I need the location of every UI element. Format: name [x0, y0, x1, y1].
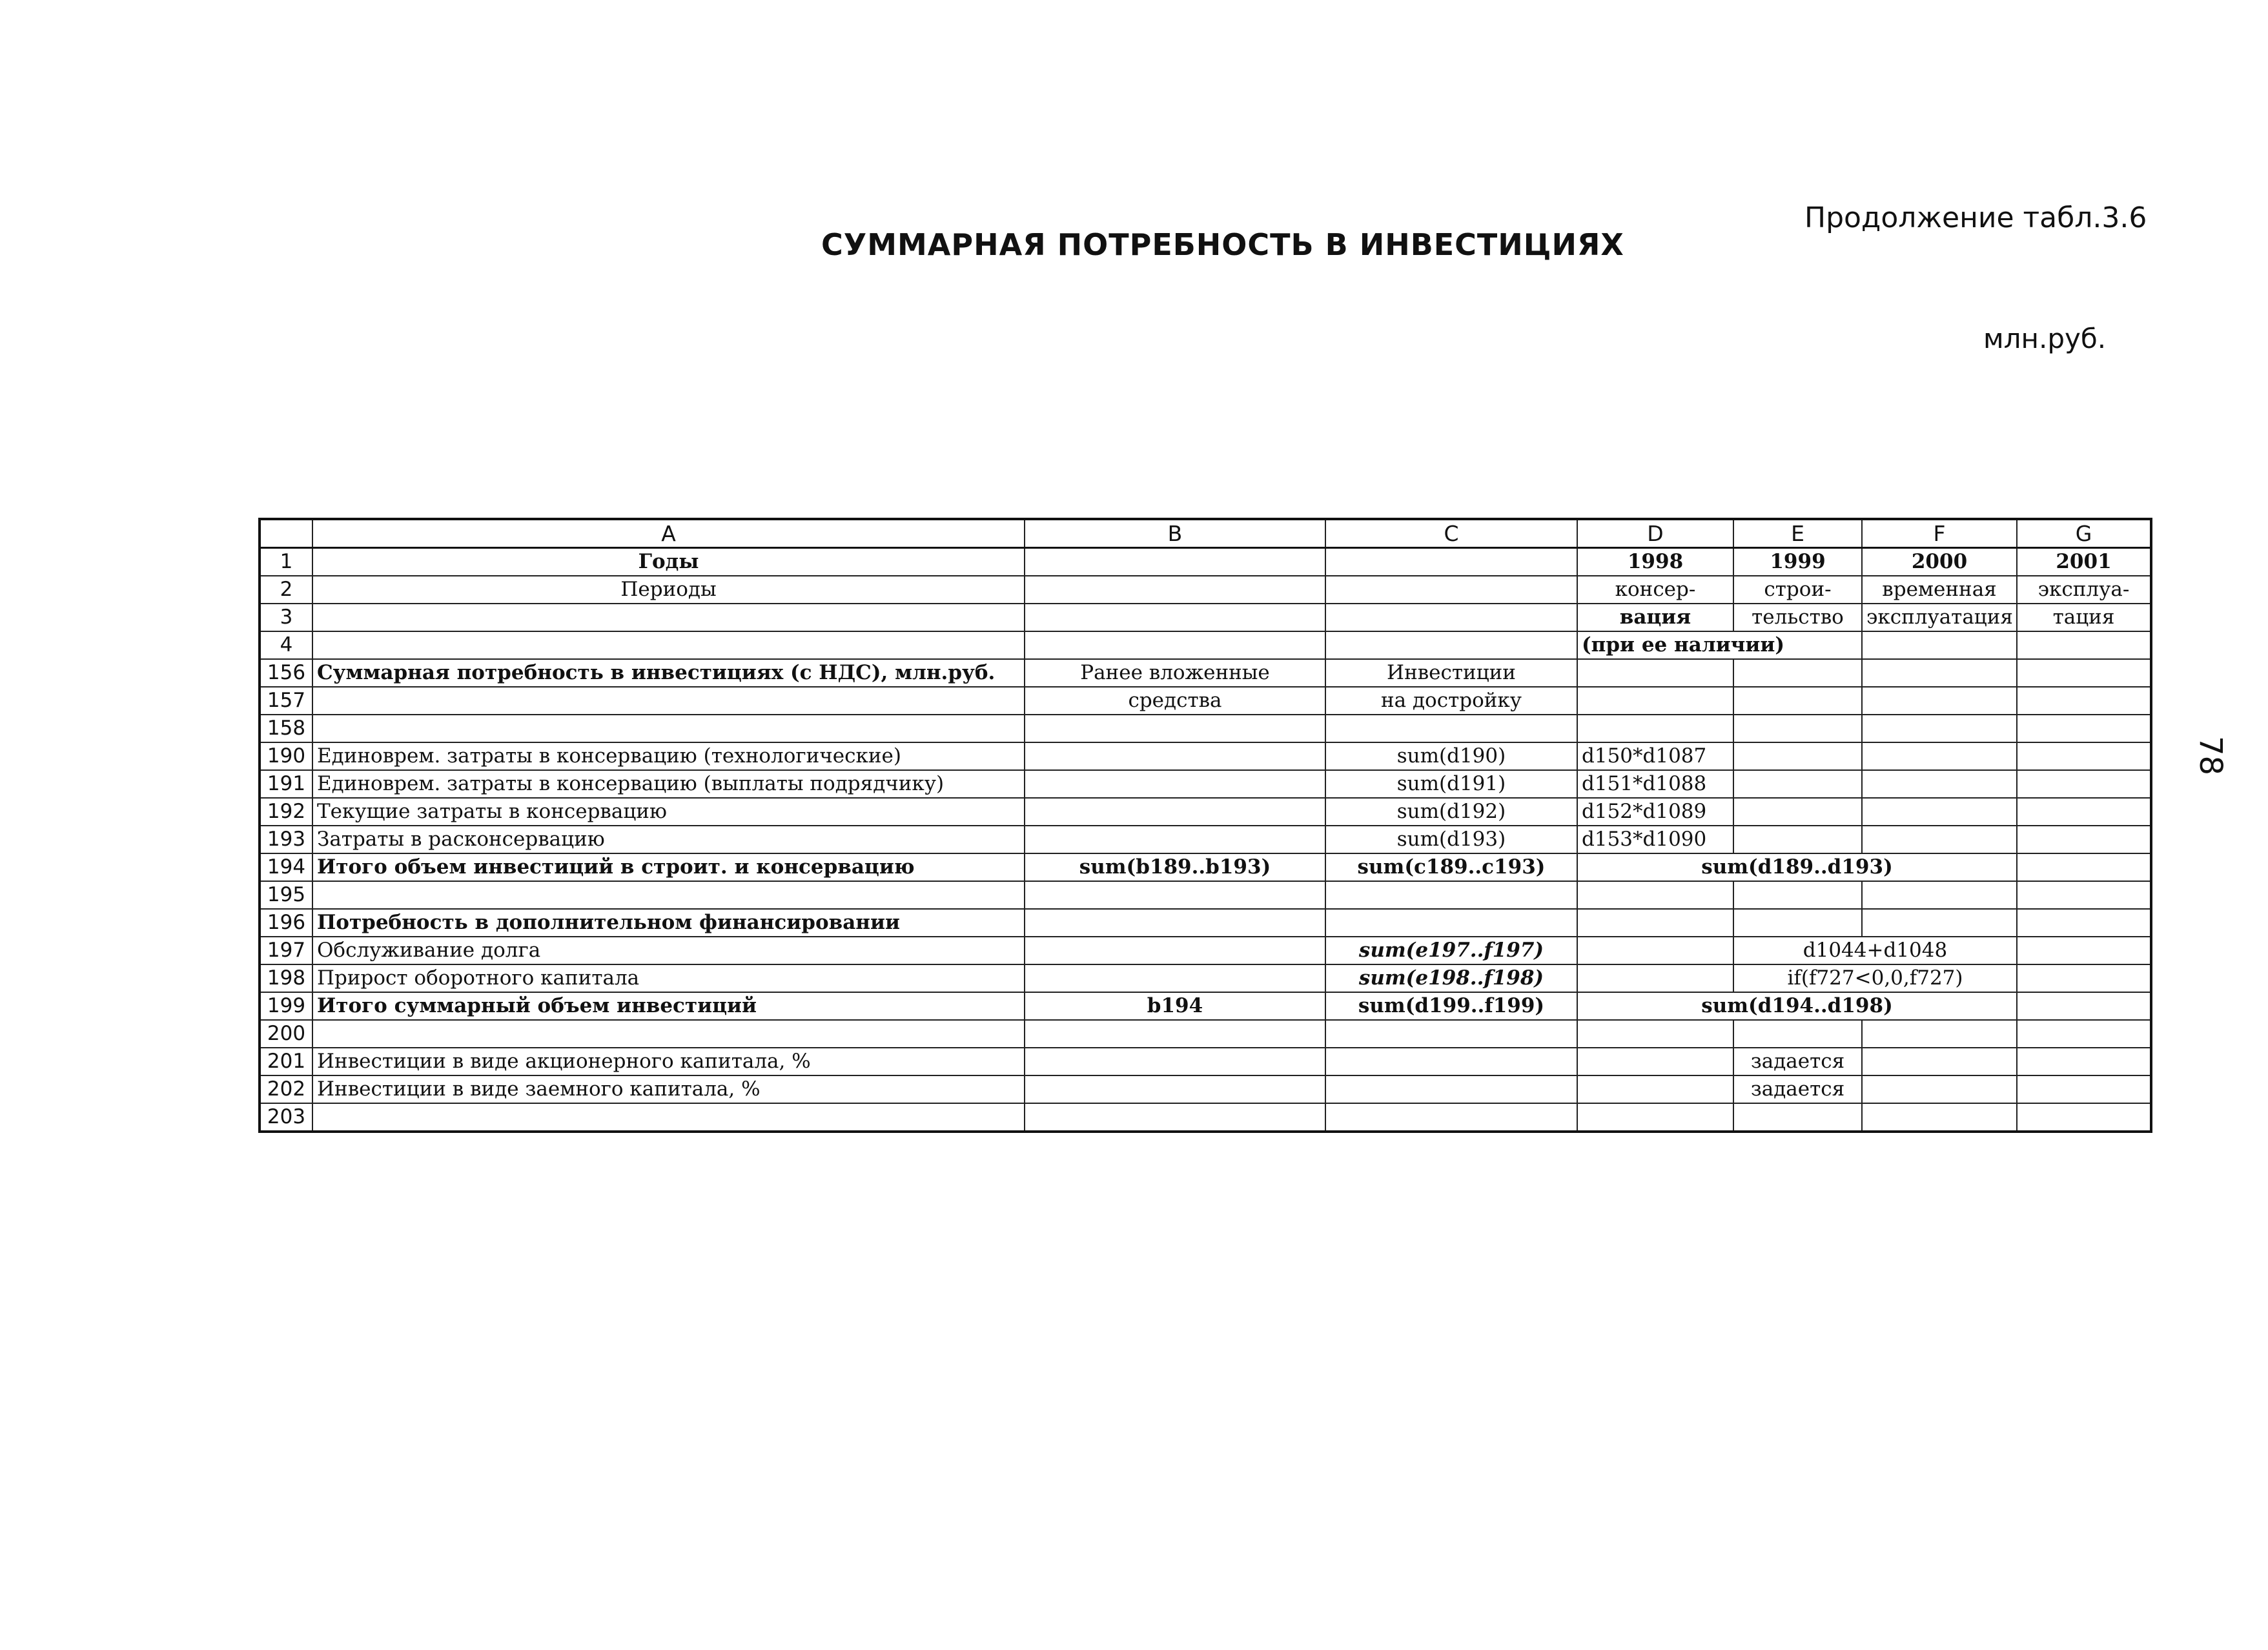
cell-e[interactable]: [1733, 659, 1862, 687]
cell-d[interactable]: [1577, 1075, 1733, 1103]
cell-e[interactable]: тельство: [1733, 604, 1862, 631]
row-number[interactable]: 190: [260, 742, 312, 770]
corner-cell: [260, 519, 312, 548]
cell-a[interactable]: Потребность в дополнительном финансировании: [312, 909, 1025, 937]
row-number[interactable]: 191: [260, 770, 312, 798]
table-row: [260, 853, 2151, 881]
cell-d[interactable]: [1577, 1020, 1733, 1048]
table-row: [260, 1075, 2151, 1103]
cell-g[interactable]: [2017, 715, 2151, 742]
cell-e[interactable]: [1733, 742, 1862, 770]
cell-f[interactable]: [1862, 631, 2017, 659]
table-row: [260, 604, 2151, 631]
cell-e[interactable]: [1733, 687, 1862, 715]
cell-b[interactable]: [1025, 770, 1325, 798]
cell-a[interactable]: [312, 881, 1025, 909]
cell-c[interactable]: [1325, 881, 1577, 909]
row-number[interactable]: 198: [260, 964, 312, 992]
cell-b[interactable]: [1025, 881, 1325, 909]
page-title: СУММАРНАЯ ПОТРЕБНОСТЬ В ИНВЕСТИЦИЯХ: [821, 227, 1624, 262]
cell-b[interactable]: [1025, 964, 1325, 992]
cell-a[interactable]: [312, 687, 1025, 715]
cell-e[interactable]: задается: [1733, 1048, 1862, 1075]
cell-b[interactable]: [1025, 1075, 1325, 1103]
cell-d[interactable]: 1998: [1577, 548, 1733, 576]
cell-a[interactable]: Итого суммарный объем инвестиций: [312, 992, 1025, 1020]
table-row: [260, 992, 2151, 1020]
cell-f[interactable]: эксплуатация: [1862, 604, 2017, 631]
row-number[interactable]: 3: [260, 604, 312, 631]
cell-g[interactable]: [2017, 937, 2151, 964]
table-row: [260, 576, 2151, 604]
cell-b[interactable]: средства: [1025, 687, 1325, 715]
row-number[interactable]: 203: [260, 1103, 312, 1132]
cell-g[interactable]: [2017, 964, 2151, 992]
cell-f[interactable]: [1862, 1020, 2017, 1048]
cell-d[interactable]: [1577, 881, 1733, 909]
row-number[interactable]: 199: [260, 992, 312, 1020]
cell-e[interactable]: [1733, 909, 1862, 937]
cell-a[interactable]: Текущие затраты в консервацию: [312, 798, 1025, 826]
cell-a[interactable]: [312, 715, 1025, 742]
cell-g[interactable]: [2017, 826, 2151, 853]
table-row: [260, 1048, 2151, 1075]
cell-c[interactable]: [1325, 1075, 1577, 1103]
cell-g[interactable]: [2017, 853, 2151, 881]
cell-f[interactable]: [1862, 715, 2017, 742]
column-header-g[interactable]: G: [2017, 519, 2151, 548]
cell-a[interactable]: Единоврем. затраты в консервацию (технологические): [312, 742, 1025, 770]
row-number[interactable]: 197: [260, 937, 312, 964]
cell-d[interactable]: [1577, 937, 1733, 964]
cell-g[interactable]: [2017, 881, 2151, 909]
column-header-row: [260, 519, 2151, 548]
cell-c[interactable]: Инвестиции: [1325, 659, 1577, 687]
cell-e[interactable]: [1733, 1020, 1862, 1048]
cell-b[interactable]: [1025, 1103, 1325, 1132]
cell-g[interactable]: [2017, 992, 2151, 1020]
table-row: [260, 909, 2151, 937]
cell-a[interactable]: Прирост оборотного капитала: [312, 964, 1025, 992]
cell-g[interactable]: тация: [2017, 604, 2151, 631]
cell-a[interactable]: [312, 1103, 1025, 1132]
row-number[interactable]: 157: [260, 687, 312, 715]
column-header-e[interactable]: E: [1733, 519, 1862, 548]
cell-c[interactable]: [1325, 604, 1577, 631]
cell-b[interactable]: b194: [1025, 992, 1325, 1020]
cell-d[interactable]: [1577, 1048, 1733, 1075]
cell-e[interactable]: строи-: [1733, 576, 1862, 604]
table-row: [260, 631, 2151, 659]
cell-b[interactable]: [1025, 548, 1325, 576]
column-header-d[interactable]: D: [1577, 519, 1733, 548]
cell-f[interactable]: [1862, 742, 2017, 770]
column-header-c[interactable]: C: [1325, 519, 1577, 548]
row-number[interactable]: 1: [260, 548, 312, 576]
table-row: [260, 1020, 2151, 1048]
row-number[interactable]: 193: [260, 826, 312, 853]
cell-d[interactable]: консер-: [1577, 576, 1733, 604]
cell-g[interactable]: [2017, 770, 2151, 798]
cell-e[interactable]: 1999: [1733, 548, 1862, 576]
cell-a[interactable]: [312, 1020, 1025, 1048]
cell-a[interactable]: Затраты в расконсервацию: [312, 826, 1025, 853]
cell-a[interactable]: [312, 631, 1025, 659]
table-row: [260, 770, 2151, 798]
cell-e[interactable]: if(f727<0,0,f727): [1733, 964, 2017, 992]
row-number[interactable]: 195: [260, 881, 312, 909]
cell-g[interactable]: [2017, 1048, 2151, 1075]
cell-d[interactable]: [1577, 1103, 1733, 1132]
table-row: [260, 964, 2151, 992]
spreadsheet-table: [258, 518, 2152, 1133]
cell-c[interactable]: sum(d192): [1325, 798, 1577, 826]
cell-f[interactable]: [1862, 659, 2017, 687]
cell-f[interactable]: временная: [1862, 576, 2017, 604]
column-header-f[interactable]: F: [1862, 519, 2017, 548]
cell-g[interactable]: [2017, 742, 2151, 770]
cell-a[interactable]: [312, 604, 1025, 631]
row-number[interactable]: 194: [260, 853, 312, 881]
row-number[interactable]: 4: [260, 631, 312, 659]
cell-f[interactable]: [1862, 687, 2017, 715]
cell-a[interactable]: Периоды: [312, 576, 1025, 604]
cell-f[interactable]: [1862, 798, 2017, 826]
cell-d[interactable]: (при ее наличии): [1577, 631, 1862, 659]
cell-d[interactable]: вация: [1577, 604, 1733, 631]
cell-c[interactable]: sum(d190): [1325, 742, 1577, 770]
row-number[interactable]: 156: [260, 659, 312, 687]
cell-e[interactable]: [1733, 798, 1862, 826]
cell-b[interactable]: [1025, 1048, 1325, 1075]
cell-b[interactable]: [1025, 1020, 1325, 1048]
cell-b[interactable]: [1025, 576, 1325, 604]
cell-c[interactable]: [1325, 631, 1577, 659]
cell-c[interactable]: [1325, 909, 1577, 937]
row-number[interactable]: 201: [260, 1048, 312, 1075]
cell-c[interactable]: на достройку: [1325, 687, 1577, 715]
cell-b[interactable]: [1025, 909, 1325, 937]
table-row: [260, 826, 2151, 853]
cell-f[interactable]: [1862, 770, 2017, 798]
cell-b[interactable]: [1025, 937, 1325, 964]
cell-b[interactable]: sum(b189..b193): [1025, 853, 1325, 881]
cell-d[interactable]: [1577, 909, 1733, 937]
cell-d[interactable]: d151*d1088: [1577, 770, 1733, 798]
cell-g[interactable]: [2017, 631, 2151, 659]
cell-a[interactable]: Обслуживание долга: [312, 937, 1025, 964]
cell-d[interactable]: [1577, 964, 1733, 992]
cell-b[interactable]: [1025, 715, 1325, 742]
cell-b[interactable]: Ранее вложенные: [1025, 659, 1325, 687]
cell-f[interactable]: [1862, 909, 2017, 937]
cell-f[interactable]: [1862, 1075, 2017, 1103]
column-header-b[interactable]: B: [1025, 519, 1325, 548]
page-number: 78: [2192, 736, 2229, 776]
table-row: [260, 687, 2151, 715]
cell-d[interactable]: [1577, 659, 1733, 687]
column-header-a[interactable]: A: [312, 519, 1025, 548]
cell-g[interactable]: эксплуа-: [2017, 576, 2151, 604]
cell-b[interactable]: [1025, 798, 1325, 826]
row-number[interactable]: 2: [260, 576, 312, 604]
unit-note: млн.руб.: [1983, 323, 2107, 354]
cell-d[interactable]: [1577, 687, 1733, 715]
cell-f[interactable]: [1862, 1103, 2017, 1132]
cell-d[interactable]: sum(d189..d193): [1577, 853, 2017, 881]
table-row: [260, 881, 2151, 909]
table-row: [260, 937, 2151, 964]
cell-f[interactable]: [1862, 1048, 2017, 1075]
cell-g[interactable]: [2017, 1020, 2151, 1048]
cell-c[interactable]: [1325, 1048, 1577, 1075]
cell-c[interactable]: sum(e197..f197): [1325, 937, 1577, 964]
cell-e[interactable]: [1733, 826, 1862, 853]
table-row: [260, 742, 2151, 770]
cell-a[interactable]: Суммарная потребность в инвестициях (с НДС), млн.руб.: [312, 659, 1025, 687]
cell-d[interactable]: [1577, 715, 1733, 742]
cell-d[interactable]: sum(d194..d198): [1577, 992, 2017, 1020]
cell-c[interactable]: sum(d191): [1325, 770, 1577, 798]
cell-b[interactable]: [1025, 826, 1325, 853]
cell-c[interactable]: [1325, 548, 1577, 576]
row-number[interactable]: 202: [260, 1075, 312, 1103]
cell-c[interactable]: [1325, 1020, 1577, 1048]
cell-e[interactable]: [1733, 715, 1862, 742]
cell-b[interactable]: [1025, 604, 1325, 631]
cell-g[interactable]: [2017, 909, 2151, 937]
cell-a[interactable]: Итого объем инвестиций в строит. и консервацию: [312, 853, 1025, 881]
cell-e[interactable]: [1733, 881, 1862, 909]
cell-c[interactable]: sum(e198..f198): [1325, 964, 1577, 992]
cell-d[interactable]: d150*d1087: [1577, 742, 1733, 770]
cell-g[interactable]: [2017, 1103, 2151, 1132]
cell-g[interactable]: [2017, 659, 2151, 687]
cell-a[interactable]: Единоврем. затраты в консервацию (выплаты подрядчику): [312, 770, 1025, 798]
cell-f[interactable]: 2000: [1862, 548, 2017, 576]
row-number[interactable]: 158: [260, 715, 312, 742]
row-number[interactable]: 196: [260, 909, 312, 937]
cell-a[interactable]: Инвестиции в виде заемного капитала, %: [312, 1075, 1025, 1103]
cell-d[interactable]: d152*d1089: [1577, 798, 1733, 826]
cell-c[interactable]: sum(d193): [1325, 826, 1577, 853]
row-number[interactable]: 192: [260, 798, 312, 826]
cell-f[interactable]: [1862, 826, 2017, 853]
cell-c[interactable]: [1325, 715, 1577, 742]
cell-g[interactable]: [2017, 1075, 2151, 1103]
cell-e[interactable]: [1733, 1103, 1862, 1132]
cell-e[interactable]: задается: [1733, 1075, 1862, 1103]
row-number[interactable]: 200: [260, 1020, 312, 1048]
cell-d[interactable]: d153*d1090: [1577, 826, 1733, 853]
cell-b[interactable]: [1025, 742, 1325, 770]
table-row: [260, 1103, 2151, 1132]
continuation-note: Продолжение табл.3.6: [1804, 201, 2147, 234]
cell-e[interactable]: [1733, 770, 1862, 798]
cell-g[interactable]: 2001: [2017, 548, 2151, 576]
cell-c[interactable]: sum(c189..c193): [1325, 853, 1577, 881]
cell-g[interactable]: [2017, 687, 2151, 715]
cell-a[interactable]: Инвестиции в виде акционерного капитала, %: [312, 1048, 1025, 1075]
cell-c[interactable]: [1325, 576, 1577, 604]
cell-b[interactable]: [1025, 631, 1325, 659]
cell-c[interactable]: sum(d199..f199): [1325, 992, 1577, 1020]
cell-e[interactable]: d1044+d1048: [1733, 937, 2017, 964]
cell-a[interactable]: Годы: [312, 548, 1025, 576]
table-row: [260, 659, 2151, 687]
table-row: [260, 548, 2151, 576]
cell-f[interactable]: [1862, 881, 2017, 909]
table-row: [260, 715, 2151, 742]
cell-c[interactable]: [1325, 1103, 1577, 1132]
cell-g[interactable]: [2017, 798, 2151, 826]
table-row: [260, 798, 2151, 826]
